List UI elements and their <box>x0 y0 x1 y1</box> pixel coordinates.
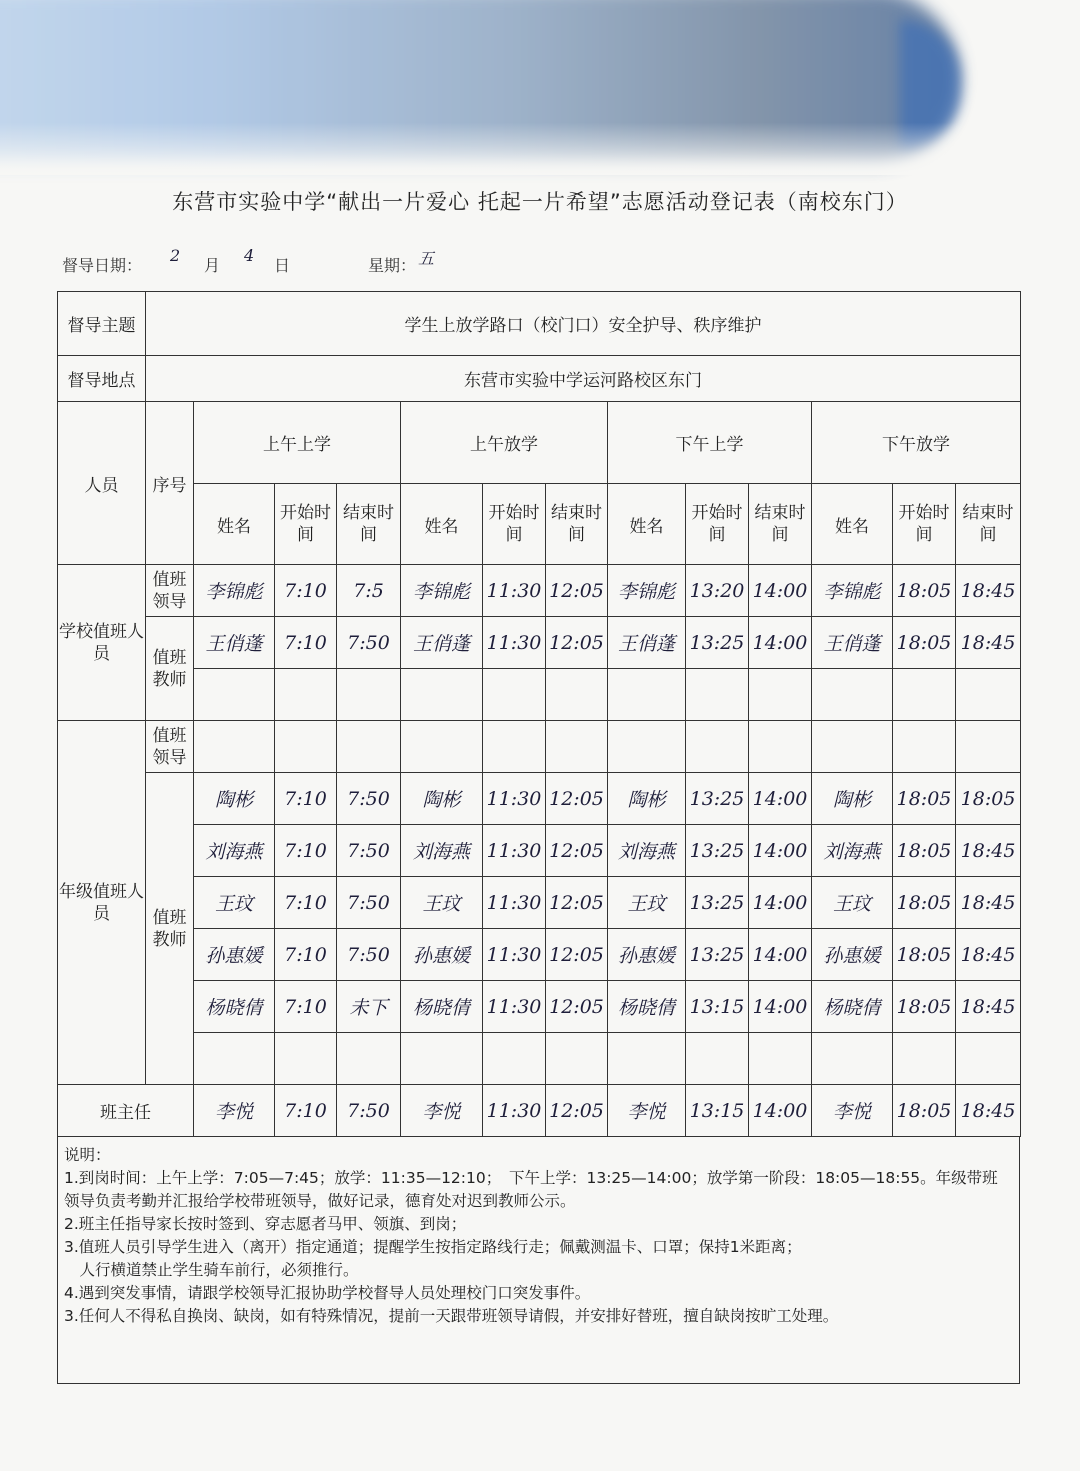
cell-end: 14:00 <box>749 773 812 825</box>
cell-start: 7:10 <box>275 877 337 929</box>
cell-name: 孙惠媛 <box>194 929 275 981</box>
cell-start: 11:30 <box>483 773 546 825</box>
cell-start: 11:30 <box>483 877 546 929</box>
cell-name: 陶彬 <box>608 773 686 825</box>
end-header: 结束时间 <box>749 484 812 565</box>
cell-start: 13:25 <box>686 773 749 825</box>
cell-start: 13:25 <box>686 617 749 669</box>
cell-start: 7:10 <box>275 773 337 825</box>
cell-end: 7:50 <box>337 877 401 929</box>
cell-name: 王玟 <box>812 877 893 929</box>
name-header: 姓名 <box>812 484 893 565</box>
cell-start: 11:30 <box>483 565 546 617</box>
cell-name: 陶彬 <box>194 773 275 825</box>
cell-end: 14:00 <box>749 617 812 669</box>
leader-label: 值班领导 <box>146 721 194 773</box>
cell-name: 王俏蓬 <box>401 617 483 669</box>
cell-end: 18:45 <box>956 617 1021 669</box>
note-line: 人行横道禁止学生骑车前行，必须推行。 <box>64 1261 359 1279</box>
cell-name: 王俏蓬 <box>608 617 686 669</box>
cell-start: 7:10 <box>275 1085 337 1137</box>
cell-end: 12:05 <box>546 825 608 877</box>
name-header: 姓名 <box>608 484 686 565</box>
period-header-am-dismissal: 上午放学 <box>401 402 608 484</box>
homeroom-label: 班主任 <box>58 1085 194 1137</box>
cell-end: 7:50 <box>337 617 401 669</box>
grade-duty-label: 年级值班人员 <box>58 721 146 1085</box>
cell-start: 18:05 <box>893 981 956 1033</box>
cell-name: 孙惠媛 <box>812 929 893 981</box>
cell-end: 14:00 <box>749 981 812 1033</box>
date-label: 督导日期： <box>62 256 143 275</box>
cell-start: 7:10 <box>275 825 337 877</box>
cell-name: 杨晓倩 <box>194 981 275 1033</box>
note-line: 1.到岗时间：上午上学：7:05—7:45；放学：11:35—12:10； 下午上学：13:25—14:00；放学第一阶段：18:05—18:55。年级带班领导负责考勤并汇报给学校带班领导，做好记录，德育处对迟到教师公示。 <box>64 1169 998 1210</box>
start-header: 开始时间 <box>686 484 749 565</box>
cell-start: 18:05 <box>893 825 956 877</box>
end-header: 结束时间 <box>546 484 608 565</box>
cell-start: 7:10 <box>275 981 337 1033</box>
notes-section <box>57 1136 1020 1384</box>
note-line: 4.遇到突发事情，请跟学校领导汇报协助学校督导人员处理校门口突发事件。 <box>64 1284 591 1302</box>
cell-end: 18:45 <box>956 929 1021 981</box>
cell-name: 王玟 <box>194 877 275 929</box>
cell-name: 孙惠媛 <box>401 929 483 981</box>
cell-name: 李悦 <box>401 1085 483 1137</box>
end-header: 结束时间 <box>956 484 1021 565</box>
cell-name: 杨晓倩 <box>401 981 483 1033</box>
topic-value: 学生上放学路口（校门口）安全护导、秩序维护 <box>146 292 1021 356</box>
cell-name: 杨晓倩 <box>812 981 893 1033</box>
location-value: 东营市实验中学运河路校区东门 <box>146 356 1021 402</box>
cell-end: 12:05 <box>546 877 608 929</box>
cell-end: 18:45 <box>956 981 1021 1033</box>
cell-end: 12:05 <box>546 929 608 981</box>
cell-start: 11:30 <box>483 981 546 1033</box>
cell-name: 杨晓倩 <box>608 981 686 1033</box>
table-row <box>58 1033 1021 1085</box>
cell-start: 13:25 <box>686 825 749 877</box>
notes-heading: 说明： <box>64 1146 111 1164</box>
leader-label: 值班领导 <box>146 565 194 617</box>
table-row <box>58 565 1021 617</box>
name-header: 姓名 <box>194 484 275 565</box>
table-row <box>58 929 1021 981</box>
cell-start: 13:25 <box>686 877 749 929</box>
table-row <box>58 877 1021 929</box>
cell-name: 陶彬 <box>812 773 893 825</box>
cell-name: 李锦彪 <box>194 565 275 617</box>
form-title: 东营市实验中学“献出一片爱心 托起一片希望”志愿活动登记表（南校东门） <box>172 190 908 214</box>
cell-start: 18:05 <box>893 877 956 929</box>
end-header: 结束时间 <box>337 484 401 565</box>
school-duty-label: 学校值班人员 <box>58 565 146 721</box>
teacher-label: 值班教师 <box>146 773 194 1085</box>
period-header-pm-dismissal: 下午放学 <box>812 402 1021 484</box>
cell-end: 7:5 <box>337 565 401 617</box>
cell-start: 18:05 <box>893 617 956 669</box>
cell-end: 12:05 <box>546 981 608 1033</box>
month-unit: 月 <box>204 256 221 275</box>
registration-table <box>57 291 1021 1137</box>
weekday-value: 五 <box>418 249 435 268</box>
table-row <box>58 617 1021 669</box>
cell-end: 18:45 <box>956 1085 1021 1137</box>
teacher-label: 值班教师 <box>146 617 194 721</box>
note-line: 3.值班人员引导学生进入（离开）指定通道；提醒学生按指定路线行走；佩戴测温卡、口罩；保持1米距离； <box>64 1238 802 1256</box>
period-header-pm-arrival: 下午上学 <box>608 402 812 484</box>
cell-start: 13:20 <box>686 565 749 617</box>
cell-name: 王俏蓬 <box>194 617 275 669</box>
cell-end: 14:00 <box>749 877 812 929</box>
start-header: 开始时间 <box>893 484 956 565</box>
cell-name: 王玟 <box>608 877 686 929</box>
cell-name: 王玟 <box>401 877 483 929</box>
cell-name: 李锦彪 <box>608 565 686 617</box>
cell-name: 李锦彪 <box>401 565 483 617</box>
cell-end: 14:00 <box>749 929 812 981</box>
cell-start: 18:05 <box>893 773 956 825</box>
cell-name: 刘海燕 <box>608 825 686 877</box>
cell-end: 7:50 <box>337 825 401 877</box>
cell-start: 7:10 <box>275 617 337 669</box>
cell-start: 18:05 <box>893 929 956 981</box>
cell-name: 刘海燕 <box>812 825 893 877</box>
cell-name: 王俏蓬 <box>812 617 893 669</box>
table-row <box>58 721 1021 773</box>
cell-end: 7:50 <box>337 929 401 981</box>
cell-start: 13:15 <box>686 1085 749 1137</box>
weekday-label: 星期： <box>368 256 417 275</box>
cell-end: 未下 <box>337 981 401 1033</box>
table-row <box>58 773 1021 825</box>
cell-name: 刘海燕 <box>401 825 483 877</box>
table-row <box>58 1085 1021 1137</box>
seq-header: 序号 <box>146 402 194 565</box>
cell-end: 12:05 <box>546 565 608 617</box>
day-unit: 日 <box>274 256 291 275</box>
cell-end: 7:50 <box>337 773 401 825</box>
cell-start: 11:30 <box>483 617 546 669</box>
personnel-header: 人员 <box>58 402 146 565</box>
cell-start: 11:30 <box>483 929 546 981</box>
cell-start: 18:05 <box>893 565 956 617</box>
cell-end: 14:00 <box>749 565 812 617</box>
cell-end: 12:05 <box>546 1085 608 1137</box>
cell-name: 李悦 <box>812 1085 893 1137</box>
month-value: 2 <box>170 246 181 265</box>
location-label: 督导地点 <box>58 356 146 402</box>
start-header: 开始时间 <box>275 484 337 565</box>
start-header: 开始时间 <box>483 484 546 565</box>
cell-name: 孙惠媛 <box>608 929 686 981</box>
table-row <box>58 825 1021 877</box>
cell-end: 12:05 <box>546 773 608 825</box>
cell-start: 7:10 <box>275 565 337 617</box>
name-header: 姓名 <box>401 484 483 565</box>
cell-end: 18:45 <box>956 565 1021 617</box>
cell-end: 18:05 <box>956 773 1021 825</box>
period-header-am-arrival: 上午上学 <box>194 402 401 484</box>
table-row <box>58 981 1021 1033</box>
cell-name: 李悦 <box>608 1085 686 1137</box>
cell-start: 18:05 <box>893 1085 956 1137</box>
cell-end: 7:50 <box>337 1085 401 1137</box>
cell-start: 11:30 <box>483 825 546 877</box>
note-line: 3.任何人不得私自换岗、缺岗，如有特殊情况，提前一天跟带班领导请假，并安排好替班，擅自缺岗按旷工处理。 <box>64 1307 839 1325</box>
table-row <box>58 669 1021 721</box>
cell-start: 7:10 <box>275 929 337 981</box>
cell-end: 12:05 <box>546 617 608 669</box>
cell-start: 11:30 <box>483 1085 546 1137</box>
blur-fade <box>0 0 1080 175</box>
cell-name: 陶彬 <box>401 773 483 825</box>
blurred-object <box>0 0 1080 170</box>
cell-name: 李锦彪 <box>812 565 893 617</box>
day-value: 4 <box>244 246 255 265</box>
cell-name: 李悦 <box>194 1085 275 1137</box>
cell-name: 刘海燕 <box>194 825 275 877</box>
topic-label: 督导主题 <box>58 292 146 356</box>
cell-start: 13:15 <box>686 981 749 1033</box>
cell-start: 13:25 <box>686 929 749 981</box>
cell-end: 18:45 <box>956 825 1021 877</box>
cell-end: 18:45 <box>956 877 1021 929</box>
note-line: 2.班主任指导家长按时签到、穿志愿者马甲、领旗、到岗； <box>64 1215 467 1233</box>
cell-end: 14:00 <box>749 1085 812 1137</box>
cell-end: 14:00 <box>749 825 812 877</box>
